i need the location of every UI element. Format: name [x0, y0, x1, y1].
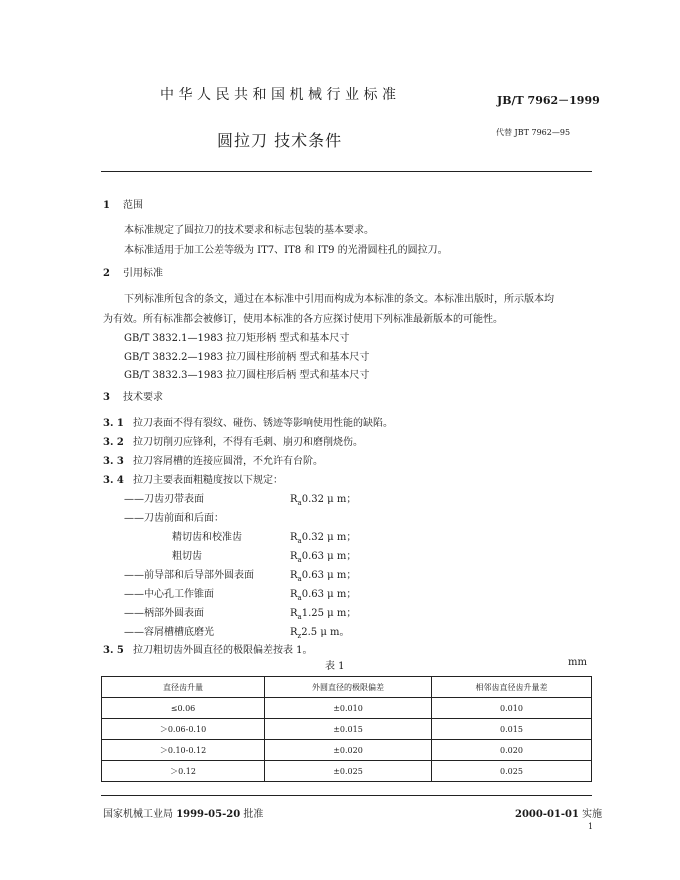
footer-divider [101, 795, 592, 796]
section-2-number: 2 [103, 268, 110, 279]
section-1-heading [103, 196, 143, 211]
implementation-word: 实施 [582, 809, 603, 820]
roughness-item-value: $R_a0.63$ μ m； [290, 589, 357, 602]
table-row [102, 719, 592, 740]
roughness-item-label: ——刀齿刃带表面 [124, 494, 204, 505]
roughness-item-label: 粗切齿 [172, 551, 202, 562]
table-cell: 0.010 [432, 698, 592, 719]
clause-3-5-text: 拉刀粗切齿外圆直径的极限偏差按表 1。 [133, 645, 313, 656]
table-header-cell: 直径齿升量 [102, 677, 265, 698]
table-header-row [102, 677, 592, 698]
clause-3-4 [103, 471, 283, 486]
clause-3-1 [103, 414, 393, 429]
section-2-paragraph-line-1: 下列标准所包含的条文，通过在本标准中引用而构成为本标准的条文。本标准出版时，所示版本均 [124, 294, 554, 305]
table-header-cell: 相邻齿直径齿升量差 [432, 677, 592, 698]
section-1-number: 1 [103, 200, 110, 211]
roughness-item-value: $R_a1.25$ μ m； [290, 608, 357, 621]
table-cell: 0.025 [432, 761, 592, 782]
standard-organization: 中华人民共和国机械行业标准 [160, 87, 401, 103]
table-cell: ±0.010 [265, 698, 432, 719]
table-cell: ＞0.06-0.10 [102, 719, 265, 740]
section-1-paragraph-2: 本标准适用于加工公差等级为 IT7、IT8 和 IT9 的光滑圆柱孔的圆拉刀。 [124, 245, 448, 256]
clause-3-2 [103, 433, 363, 448]
reference-standard-3: GB/T 3832.3—1983 拉刀圆柱形后柄 型式和基本尺寸 [124, 370, 370, 381]
standard-code: JB/T 7962－1999 [497, 94, 600, 107]
table-cell: ±0.020 [265, 740, 432, 761]
table-caption: 表 1 [325, 661, 345, 672]
implementation-line [515, 805, 602, 820]
page-number: 1 [588, 822, 594, 831]
approval-line [103, 805, 263, 820]
implementation-date: 2000-01-01 [515, 809, 579, 820]
approval-word: 批准 [243, 809, 264, 820]
roughness-item-value: $R_a0.63$ μ m； [290, 551, 357, 564]
clause-3-5 [103, 641, 313, 656]
roughness-item-value: $R_a0.32$ μ m； [290, 494, 357, 507]
table-row [102, 698, 592, 719]
reference-standard-2: GB/T 3832.2—1983 拉刀圆柱形前柄 型式和基本尺寸 [124, 352, 370, 363]
clause-3-1-number: 3. 1 [103, 418, 124, 429]
table-row [102, 740, 592, 761]
table-cell: ±0.025 [265, 761, 432, 782]
table-cell: ≤0.06 [102, 698, 265, 719]
replaces-standard: 代替 JBT 7962—95 [496, 128, 571, 137]
section-3-number: 3 [103, 392, 110, 403]
roughness-item-label: ——柄部外圆表面 [124, 608, 204, 619]
section-1-title: 范围 [123, 200, 143, 211]
clause-3-5-number: 3. 5 [103, 645, 124, 656]
roughness-item-label: ——容屑槽槽底磨光 [124, 627, 214, 638]
clause-3-1-text: 拉刀表面不得有裂纹、碰伤、锈迹等影响使用性能的缺陷。 [133, 418, 393, 429]
table-unit: mm [568, 657, 587, 668]
table-cell: ±0.015 [265, 719, 432, 740]
roughness-item-label: ——刀齿前面和后面： [124, 513, 224, 524]
header-divider [101, 171, 592, 172]
table-cell: 0.020 [432, 740, 592, 761]
reference-standard-1: GB/T 3832.1—1983 拉刀矩形柄 型式和基本尺寸 [124, 333, 350, 344]
roughness-item-value: $R_a0.32$ μ m； [290, 532, 357, 545]
roughness-item-label: ——中心孔工作锥面 [124, 589, 214, 600]
section-3-heading [103, 388, 163, 403]
table-row [102, 761, 592, 782]
section-2-title: 引用标准 [123, 268, 163, 279]
section-2-paragraph-line-2: 为有效。所有标准都会被修订，使用本标准的各方应探讨使用下列标准最新版本的可能性。 [103, 314, 503, 325]
approval-date: 1999-05-20 [176, 809, 241, 820]
section-2-heading [103, 264, 163, 279]
tolerance-table [101, 676, 592, 782]
clause-3-2-number: 3. 2 [103, 437, 124, 448]
clause-3-3-number: 3. 3 [103, 456, 124, 467]
roughness-item-label: 精切齿和校准齿 [172, 532, 242, 543]
clause-3-2-text: 拉刀切削刃应锋利，不得有毛刺、崩刃和磨削烧伤。 [133, 437, 363, 448]
section-1-paragraph-1: 本标准规定了圆拉刀的技术要求和标志包装的基本要求。 [124, 225, 374, 236]
clause-3-3 [103, 452, 323, 467]
table-cell: 0.015 [432, 719, 592, 740]
clause-3-4-text: 拉刀主要表面粗糙度按以下规定： [133, 475, 283, 486]
approval-org: 国家机械工业局 [103, 809, 173, 820]
document-title: 圆拉刀 技术条件 [217, 131, 343, 150]
table-header-cell: 外圆直径的极限偏差 [265, 677, 432, 698]
roughness-item-value: $R_a0.63$ μ m； [290, 570, 357, 583]
table-cell: ＞0.10-0.12 [102, 740, 265, 761]
clause-3-4-number: 3. 4 [103, 475, 124, 486]
section-3-title: 技术要求 [123, 392, 163, 403]
roughness-item-value: $R_z2.5$ μ m。 [290, 627, 350, 640]
table-cell: ＞0.12 [102, 761, 265, 782]
clause-3-3-text: 拉刀容屑槽的连接应圆滑，不允许有台阶。 [133, 456, 323, 467]
roughness-item-label: ——前导部和后导部外圆表面 [124, 570, 254, 581]
